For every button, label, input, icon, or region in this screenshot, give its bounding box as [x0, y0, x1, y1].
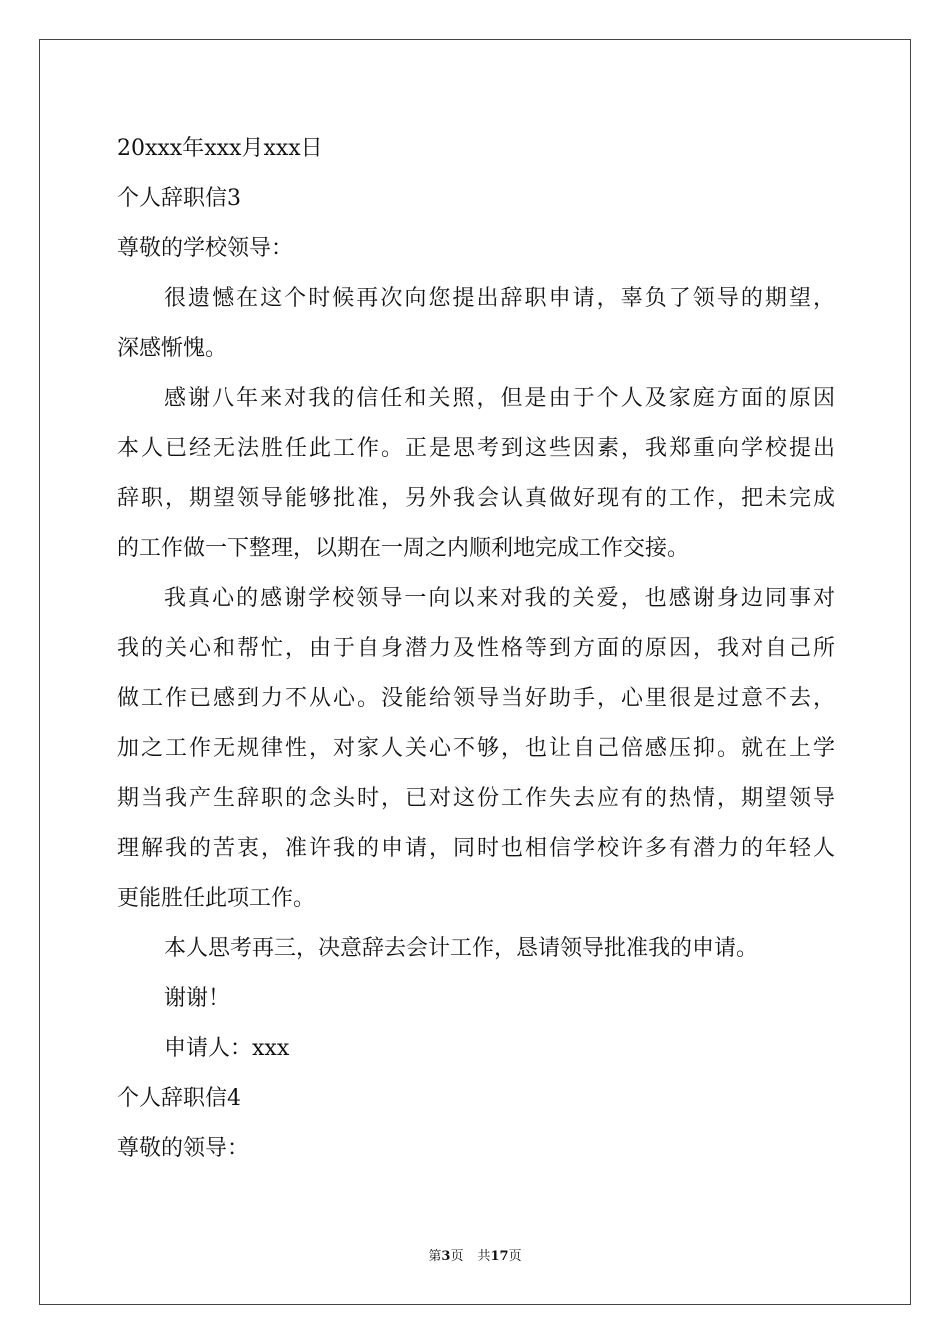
paragraph-line: 辞职，期望领导能够批准，另外我会认真做好现有的工作，把未完成 [117, 486, 835, 511]
paragraph-line: 我真心的感谢学校领导一向以来对我的关爱，也感谢身边同事对 [164, 586, 835, 611]
applicant-line: 申请人：xxx [164, 1036, 290, 1061]
letter4-salutation: 尊敬的领导： [117, 1136, 250, 1161]
date-line: 20xxx年xxx月xxx日 [117, 136, 323, 161]
footer-page-suffix: 页 [450, 1249, 464, 1264]
footer-total-pages: 17 [490, 1249, 509, 1264]
page-footer [0, 1248, 950, 1266]
paragraph-line: 做工作已感到力不从心。没能给领导当好助手，心里很是过意不去， [117, 686, 835, 711]
paragraph-line: 感谢八年来对我的信任和关照，但是由于个人及家庭方面的原因 [164, 386, 835, 411]
paragraph-line: 本人思考再三，决意辞去会计工作，恳请领导批准我的申请。 [164, 936, 759, 961]
footer-page-number: 3 [441, 1249, 451, 1264]
letter4-title: 个人辞职信4 [117, 1086, 241, 1111]
paragraph-line: 加之工作无规律性，对家人关心不够，也让自己倍感压抑。就在上学 [117, 736, 835, 761]
paragraph-line: 的工作做一下整理，以期在一周之内顺利地完成工作交接。 [117, 536, 690, 561]
paragraph-line: 我的关心和帮忙，由于自身潜力及性格等到方面的原因，我对自己所 [117, 636, 835, 661]
paragraph-line: 本人已经无法胜任此工作。正是思考到这些因素，我郑重向学校提出 [117, 436, 835, 461]
thanks-line: 谢谢！ [164, 986, 231, 1011]
footer-prefix: 第 [428, 1249, 442, 1264]
paragraph-line: 更能胜任此项工作。 [117, 886, 316, 911]
paragraph-line: 期当我产生辞职的念头时，已对这份工作失去应有的热情，期望领导 [117, 786, 835, 811]
page-border [39, 39, 911, 1305]
letter3-title: 个人辞职信3 [117, 186, 241, 211]
paragraph-line: 很遗憾在这个时候再次向您提出辞职申请，辜负了领导的期望， [164, 286, 835, 311]
paragraph-line: 理解我的苦衷，准许我的申请，同时也相信学校许多有潜力的年轻人 [117, 836, 835, 861]
paragraph-line: 深感惭愧。 [117, 336, 228, 361]
footer-total-suffix: 页 [508, 1249, 522, 1264]
letter3-salutation: 尊敬的学校领导： [117, 236, 294, 261]
footer-total-prefix: 共 [477, 1249, 491, 1264]
